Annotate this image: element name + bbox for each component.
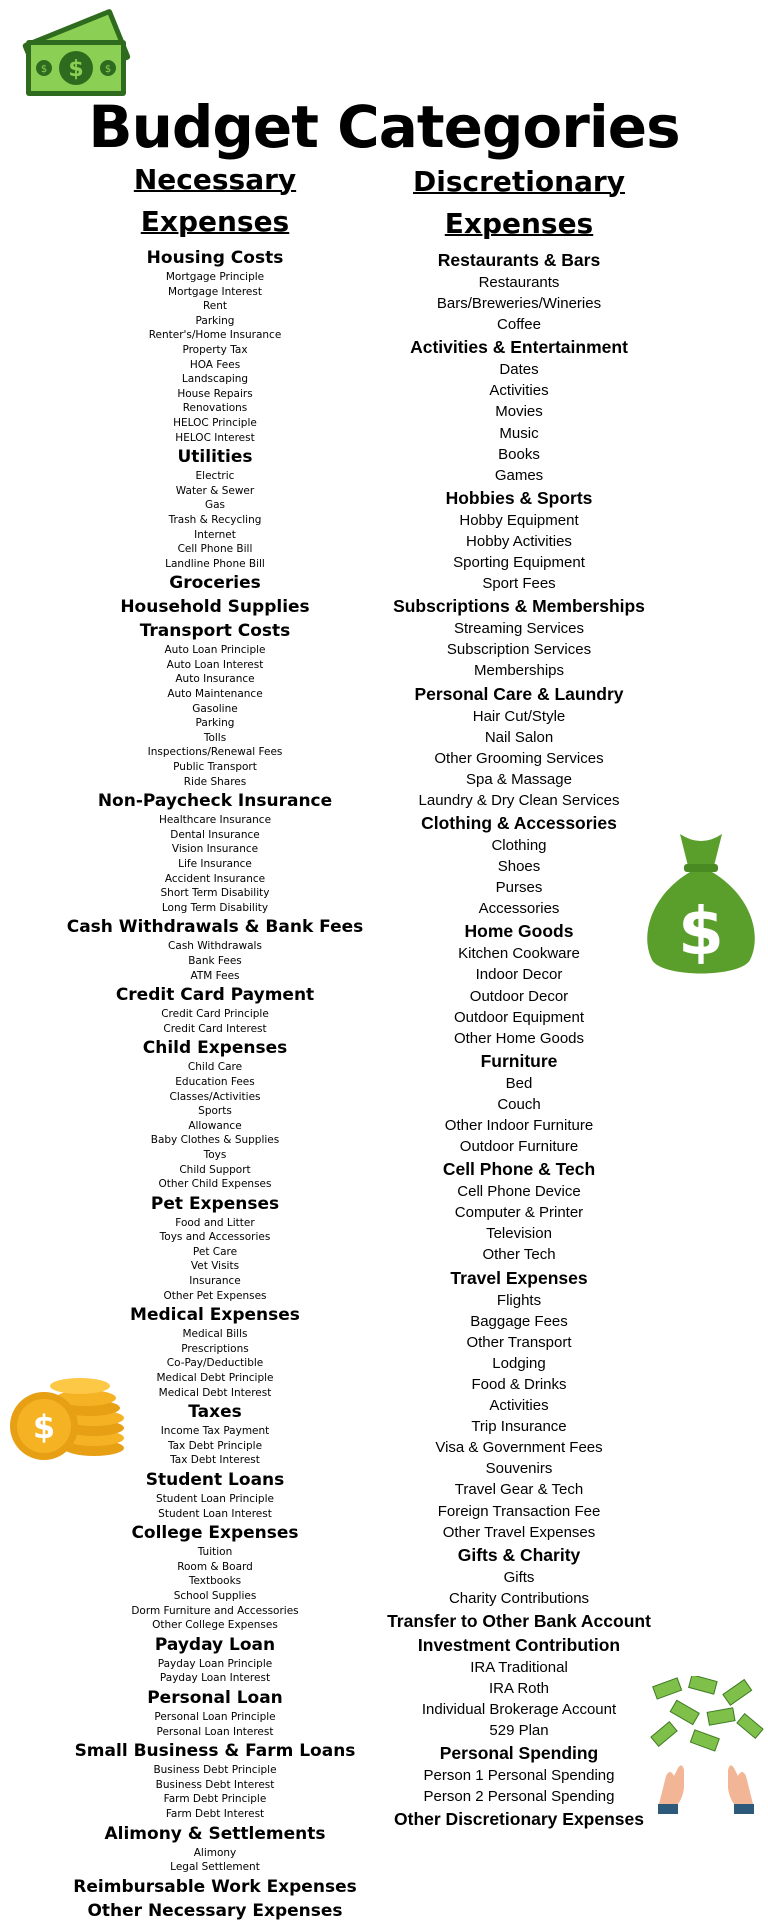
category-item: Other Travel Expenses bbox=[442, 1523, 596, 1541]
category-transfer-to-other-bank-account bbox=[360, 1610, 678, 1633]
category-item: Room & Board bbox=[177, 1560, 253, 1573]
category-item: Spa & Massage bbox=[466, 770, 572, 788]
category-item: Laundry & Dry Clean Services bbox=[418, 791, 620, 809]
category-item: Lodging bbox=[492, 1354, 546, 1372]
category-item: Parking bbox=[195, 314, 235, 327]
category-item: Farm Debt Principle bbox=[163, 1793, 267, 1806]
category-heading: Student Loans bbox=[145, 1470, 285, 1490]
category-gifts-charity bbox=[360, 1544, 678, 1609]
category-item: Personal Loan Interest bbox=[156, 1725, 274, 1738]
svg-text:$: $ bbox=[32, 1408, 56, 1446]
category-item: Medical Bills bbox=[182, 1328, 248, 1341]
category-item: Hobby Equipment bbox=[459, 511, 579, 529]
category-heading: Restaurants & Bars bbox=[437, 250, 601, 270]
category-item: Prescriptions bbox=[181, 1342, 249, 1355]
category-heading: Transport Costs bbox=[139, 621, 291, 642]
category-heading: Non-Paycheck Insurance bbox=[97, 791, 333, 812]
necessary-category-list bbox=[20, 247, 410, 1923]
category-item: Tax Debt Interest bbox=[170, 1454, 260, 1467]
category-item: Toys bbox=[203, 1148, 227, 1161]
category-item: Auto Maintenance bbox=[167, 688, 263, 701]
category-item: Other Pet Expenses bbox=[163, 1289, 267, 1302]
category-item: Renovations bbox=[182, 402, 248, 415]
discretionary-column bbox=[360, 161, 678, 1831]
category-item: Business Debt Principle bbox=[153, 1764, 277, 1777]
category-personal-loan bbox=[20, 1687, 410, 1739]
necessary-column bbox=[20, 159, 410, 1923]
category-heading: Personal Care & Laundry bbox=[414, 683, 624, 704]
category-item: Tolls bbox=[203, 731, 227, 744]
discretionary-heading-line2: Expenses bbox=[444, 207, 594, 240]
category-item: Alimony bbox=[193, 1846, 237, 1859]
category-item: Flights bbox=[496, 1291, 542, 1309]
category-heading: Gifts & Charity bbox=[457, 1544, 581, 1565]
category-item: Internet bbox=[194, 528, 236, 541]
necessary-heading-line2: Expenses bbox=[140, 205, 290, 238]
category-item: Gifts bbox=[503, 1568, 535, 1586]
category-item: Classes/Activities bbox=[169, 1090, 261, 1103]
category-item: Computer & Printer bbox=[454, 1204, 584, 1222]
category-item: Medical Debt Interest bbox=[158, 1386, 272, 1399]
category-item: Couch bbox=[497, 1095, 541, 1113]
category-item: Foreign Transaction Fee bbox=[437, 1502, 601, 1520]
category-item: Student Loan Interest bbox=[158, 1507, 272, 1520]
category-heading: Home Goods bbox=[464, 921, 574, 942]
category-heading: Other Discretionary Expenses bbox=[394, 1809, 644, 1830]
category-heading: Household Supplies bbox=[120, 597, 310, 618]
category-item: Dental Insurance bbox=[170, 828, 260, 841]
category-item: Sport Fees bbox=[482, 575, 556, 593]
category-item: Other Tech bbox=[482, 1246, 556, 1264]
category-item: Charity Contributions bbox=[448, 1589, 590, 1607]
category-item: Clothing bbox=[491, 836, 547, 854]
category-item: Other Grooming Services bbox=[434, 749, 604, 767]
category-item: Cell Phone Device bbox=[457, 1183, 581, 1201]
category-item: Tax Debt Principle bbox=[167, 1439, 263, 1452]
category-item: Food & Drinks bbox=[471, 1375, 567, 1393]
category-item: HELOC Interest bbox=[175, 431, 255, 444]
category-item: Allowance bbox=[188, 1119, 242, 1132]
category-item: Income Tax Payment bbox=[160, 1425, 270, 1438]
category-heading: Clothing & Accessories bbox=[421, 812, 617, 833]
category-item: Mortgage Principle bbox=[165, 271, 265, 283]
category-item: Vision Insurance bbox=[171, 843, 259, 856]
category-item: Baby Clothes & Supplies bbox=[150, 1134, 280, 1147]
category-item: Farm Debt Interest bbox=[165, 1807, 265, 1820]
discretionary-heading-line1: Discretionary bbox=[412, 165, 625, 198]
category-item: Other Child Expenses bbox=[158, 1178, 272, 1191]
category-item: HELOC Principle bbox=[173, 416, 257, 429]
category-furniture bbox=[360, 1050, 678, 1157]
category-item: Visa & Government Fees bbox=[435, 1439, 603, 1457]
category-item: Insurance bbox=[189, 1275, 241, 1288]
category-item: Person 2 Personal Spending bbox=[423, 1788, 615, 1806]
category-heading: Investment Contribution bbox=[417, 1634, 621, 1655]
category-item: Activities bbox=[489, 1397, 549, 1415]
category-heading: Reimbursable Work Expenses bbox=[73, 1876, 357, 1897]
category-item: Other Transport bbox=[466, 1333, 572, 1351]
category-item: Healthcare Insurance bbox=[158, 814, 272, 827]
category-item: Business Debt Interest bbox=[155, 1778, 275, 1791]
category-heading: Utilities bbox=[177, 447, 253, 468]
category-heading: Furniture bbox=[480, 1050, 558, 1071]
category-item: Food and Litter bbox=[175, 1216, 255, 1229]
category-item: Accident Insurance bbox=[164, 872, 266, 885]
category-item: Long Term Disability bbox=[161, 901, 269, 914]
page-title: Budget Categories bbox=[88, 93, 680, 161]
category-heading: Travel Expenses bbox=[450, 1267, 588, 1288]
category-item: Credit Card Principle bbox=[161, 1008, 269, 1021]
category-item: Purses bbox=[495, 879, 543, 897]
svg-text:$: $ bbox=[40, 64, 48, 75]
necessary-heading-line1: Necessary bbox=[133, 163, 297, 196]
category-item: Nail Salon bbox=[484, 728, 554, 746]
category-heading: Credit Card Payment bbox=[115, 985, 315, 1006]
category-item: Other Indoor Furniture bbox=[444, 1117, 594, 1134]
category-item: Books bbox=[498, 445, 540, 463]
category-item: Landline Phone Bill bbox=[165, 557, 265, 570]
category-item: Public Transport bbox=[173, 761, 257, 774]
category-item: Gas bbox=[204, 499, 226, 512]
money-rain-hands-icon bbox=[644, 1676, 768, 1816]
category-item: Trash & Recycling bbox=[168, 513, 262, 526]
category-hobbies-sports bbox=[360, 487, 678, 594]
category-item: IRA Roth bbox=[488, 1679, 550, 1697]
category-heading: Taxes bbox=[188, 1402, 242, 1423]
category-item: Individual Brokerage Account bbox=[421, 1701, 617, 1719]
category-student-loans bbox=[20, 1469, 410, 1521]
category-item: Hair Cut/Style bbox=[472, 707, 566, 725]
category-item: Sporting Equipment bbox=[453, 554, 585, 572]
necessary-heading bbox=[20, 159, 410, 243]
category-item: Sports bbox=[198, 1105, 232, 1118]
category-other-discretionary-expenses bbox=[360, 1808, 678, 1831]
category-heading: Subscriptions & Memberships bbox=[393, 596, 645, 617]
category-item: Television bbox=[486, 1225, 552, 1243]
category-item: Baggage Fees bbox=[470, 1312, 568, 1330]
discretionary-category-list bbox=[360, 249, 678, 1831]
category-item: Bank Fees bbox=[188, 954, 242, 967]
category-item: Souvenirs bbox=[485, 1460, 553, 1478]
category-item: Legal Settlement bbox=[170, 1861, 260, 1874]
cash-bill-icon bbox=[20, 2, 134, 98]
category-investment-contribution bbox=[360, 1634, 678, 1741]
category-item: Indoor Decor bbox=[475, 966, 563, 984]
category-alimony-settlements bbox=[20, 1823, 410, 1875]
category-subscriptions-memberships bbox=[360, 595, 678, 681]
category-item: Cell Phone Bill bbox=[177, 543, 253, 556]
category-item: Pet Care bbox=[192, 1245, 238, 1258]
category-heading: Other Necessary Expenses bbox=[87, 1900, 343, 1921]
category-heading: Transfer to Other Bank Account bbox=[387, 1610, 651, 1631]
category-heading: College Expenses bbox=[131, 1523, 299, 1544]
category-travel-expenses bbox=[360, 1267, 678, 1543]
category-item: Travel Gear & Tech bbox=[454, 1481, 584, 1499]
category-item: Property Tax bbox=[182, 343, 248, 356]
category-item: Life Insurance bbox=[178, 858, 252, 870]
category-item: Credit Card Interest bbox=[163, 1022, 267, 1035]
category-utilities bbox=[20, 446, 410, 571]
category-reimbursable-work-expenses bbox=[20, 1876, 410, 1899]
category-item: Landscaping bbox=[181, 373, 249, 386]
category-item: Electric bbox=[195, 470, 235, 483]
category-item: Renter's/Home Insurance bbox=[148, 329, 282, 342]
category-heading: Small Business & Farm Loans bbox=[74, 1741, 356, 1762]
category-transport-costs bbox=[20, 620, 410, 789]
category-item: Music bbox=[499, 424, 539, 442]
category-item: Coffee bbox=[497, 316, 541, 334]
category-cash-withdrawals-bank-fees bbox=[20, 916, 410, 983]
category-child-expenses bbox=[20, 1037, 410, 1191]
category-item: Kitchen Cookware bbox=[458, 945, 580, 963]
category-pet-expenses bbox=[20, 1193, 410, 1304]
category-item: Co-Pay/Deductible bbox=[166, 1357, 264, 1370]
category-item: Medical Debt Principle bbox=[156, 1372, 274, 1385]
category-restaurants-bars bbox=[360, 249, 678, 335]
discretionary-heading bbox=[360, 161, 678, 245]
category-item: Dates bbox=[499, 361, 539, 379]
category-item: House Repairs bbox=[177, 387, 253, 400]
category-item: Person 1 Personal Spending bbox=[423, 1767, 615, 1785]
category-small-business-farm-loans bbox=[20, 1740, 410, 1821]
category-item: Other Home Goods bbox=[453, 1029, 585, 1047]
category-heading: Payday Loan bbox=[154, 1634, 276, 1655]
category-item: Textbooks bbox=[188, 1575, 242, 1588]
category-item: Ride Shares bbox=[183, 775, 247, 788]
category-item: Child Support bbox=[179, 1163, 251, 1176]
category-item: School Supplies bbox=[173, 1589, 257, 1602]
svg-text:$: $ bbox=[678, 893, 724, 970]
category-heading: Child Expenses bbox=[142, 1038, 288, 1059]
category-item: Trip Insurance bbox=[471, 1418, 567, 1436]
category-home-goods bbox=[360, 920, 678, 1048]
category-item: Vet Visits bbox=[190, 1260, 240, 1273]
category-heading: Personal Spending bbox=[439, 1743, 599, 1764]
category-item: Student Loan Principle bbox=[156, 1493, 274, 1505]
category-item: Outdoor Furniture bbox=[459, 1138, 579, 1156]
category-heading: Groceries bbox=[169, 573, 261, 594]
category-item: Short Term Disability bbox=[160, 887, 270, 900]
coin-stack-icon bbox=[6, 1368, 130, 1464]
category-heading: Hobbies & Sports bbox=[445, 487, 593, 508]
category-item: Bed bbox=[505, 1074, 533, 1092]
category-item: Streaming Services bbox=[453, 620, 585, 638]
category-item: Toys and Accessories bbox=[159, 1231, 271, 1244]
category-item: HOA Fees bbox=[189, 358, 241, 371]
category-clothing-accessories bbox=[360, 812, 678, 919]
category-personal-spending bbox=[360, 1742, 678, 1807]
category-item: Payday Loan Principle bbox=[157, 1657, 273, 1670]
category-cell-phone-tech bbox=[360, 1158, 678, 1265]
category-item: 529 Plan bbox=[489, 1722, 549, 1740]
category-item: Gasoline bbox=[192, 702, 238, 715]
category-personal-care-laundry bbox=[360, 683, 678, 811]
category-item: Cash Withdrawals bbox=[168, 940, 262, 953]
category-heading: Alimony & Settlements bbox=[104, 1823, 326, 1844]
category-item: Auto Loan Interest bbox=[166, 658, 264, 671]
category-item: Shoes bbox=[497, 858, 541, 876]
category-item: Education Fees bbox=[175, 1075, 255, 1088]
category-item: Activities bbox=[489, 382, 549, 400]
category-item: Payday Loan Interest bbox=[159, 1672, 271, 1685]
category-item: Auto Insurance bbox=[175, 673, 255, 686]
category-item: Water & Sewer bbox=[175, 484, 255, 497]
category-item: Restaurants bbox=[478, 274, 560, 291]
category-item: Accessories bbox=[478, 900, 560, 918]
svg-text:$: $ bbox=[68, 57, 84, 82]
category-other-necessary-expenses bbox=[20, 1900, 410, 1923]
category-item: Games bbox=[494, 466, 544, 484]
category-college-expenses bbox=[20, 1522, 410, 1633]
category-item: Personal Loan Principle bbox=[154, 1710, 276, 1723]
category-heading: Personal Loan bbox=[147, 1687, 283, 1708]
category-item: Mortgage Interest bbox=[168, 285, 262, 298]
category-item: Dorm Furniture and Accessories bbox=[131, 1604, 299, 1617]
category-item: Rent bbox=[202, 300, 228, 313]
category-heading: Pet Expenses bbox=[150, 1193, 280, 1214]
category-item: Hobby Activities bbox=[466, 532, 572, 550]
category-item: ATM Fees bbox=[190, 969, 240, 982]
category-item: Inspections/Renewal Fees bbox=[147, 746, 283, 759]
category-item: Outdoor Decor bbox=[469, 987, 569, 1005]
category-item: Memberships bbox=[473, 662, 565, 680]
category-item: Movies bbox=[495, 403, 543, 421]
category-household-supplies bbox=[20, 596, 410, 619]
category-item: Outdoor Equipment bbox=[453, 1008, 585, 1026]
money-bag-icon bbox=[640, 826, 762, 982]
category-non-paycheck-insurance bbox=[20, 790, 410, 915]
category-item: Auto Loan Principle bbox=[164, 644, 266, 657]
category-heading: Housing Costs bbox=[146, 248, 284, 268]
category-groceries bbox=[20, 572, 410, 595]
category-housing-costs bbox=[20, 247, 410, 445]
category-item: Tuition bbox=[197, 1546, 233, 1559]
category-item: Parking bbox=[195, 717, 235, 730]
category-item: IRA Traditional bbox=[470, 1658, 568, 1676]
category-heading: Cash Withdrawals & Bank Fees bbox=[66, 917, 364, 938]
category-credit-card-payment bbox=[20, 984, 410, 1036]
category-item: Child Care bbox=[187, 1061, 243, 1074]
category-heading: Cell Phone & Tech bbox=[442, 1159, 596, 1180]
category-item: Bars/Breweries/Wineries bbox=[436, 295, 602, 313]
category-heading: Medical Expenses bbox=[130, 1305, 300, 1326]
category-item: Subscription Services bbox=[446, 641, 592, 659]
category-payday-loan bbox=[20, 1634, 410, 1686]
category-item: Other College Expenses bbox=[152, 1619, 278, 1632]
svg-text:$: $ bbox=[104, 64, 112, 75]
category-heading: Activities & Entertainment bbox=[410, 337, 628, 358]
category-activities-entertainment bbox=[360, 336, 678, 486]
